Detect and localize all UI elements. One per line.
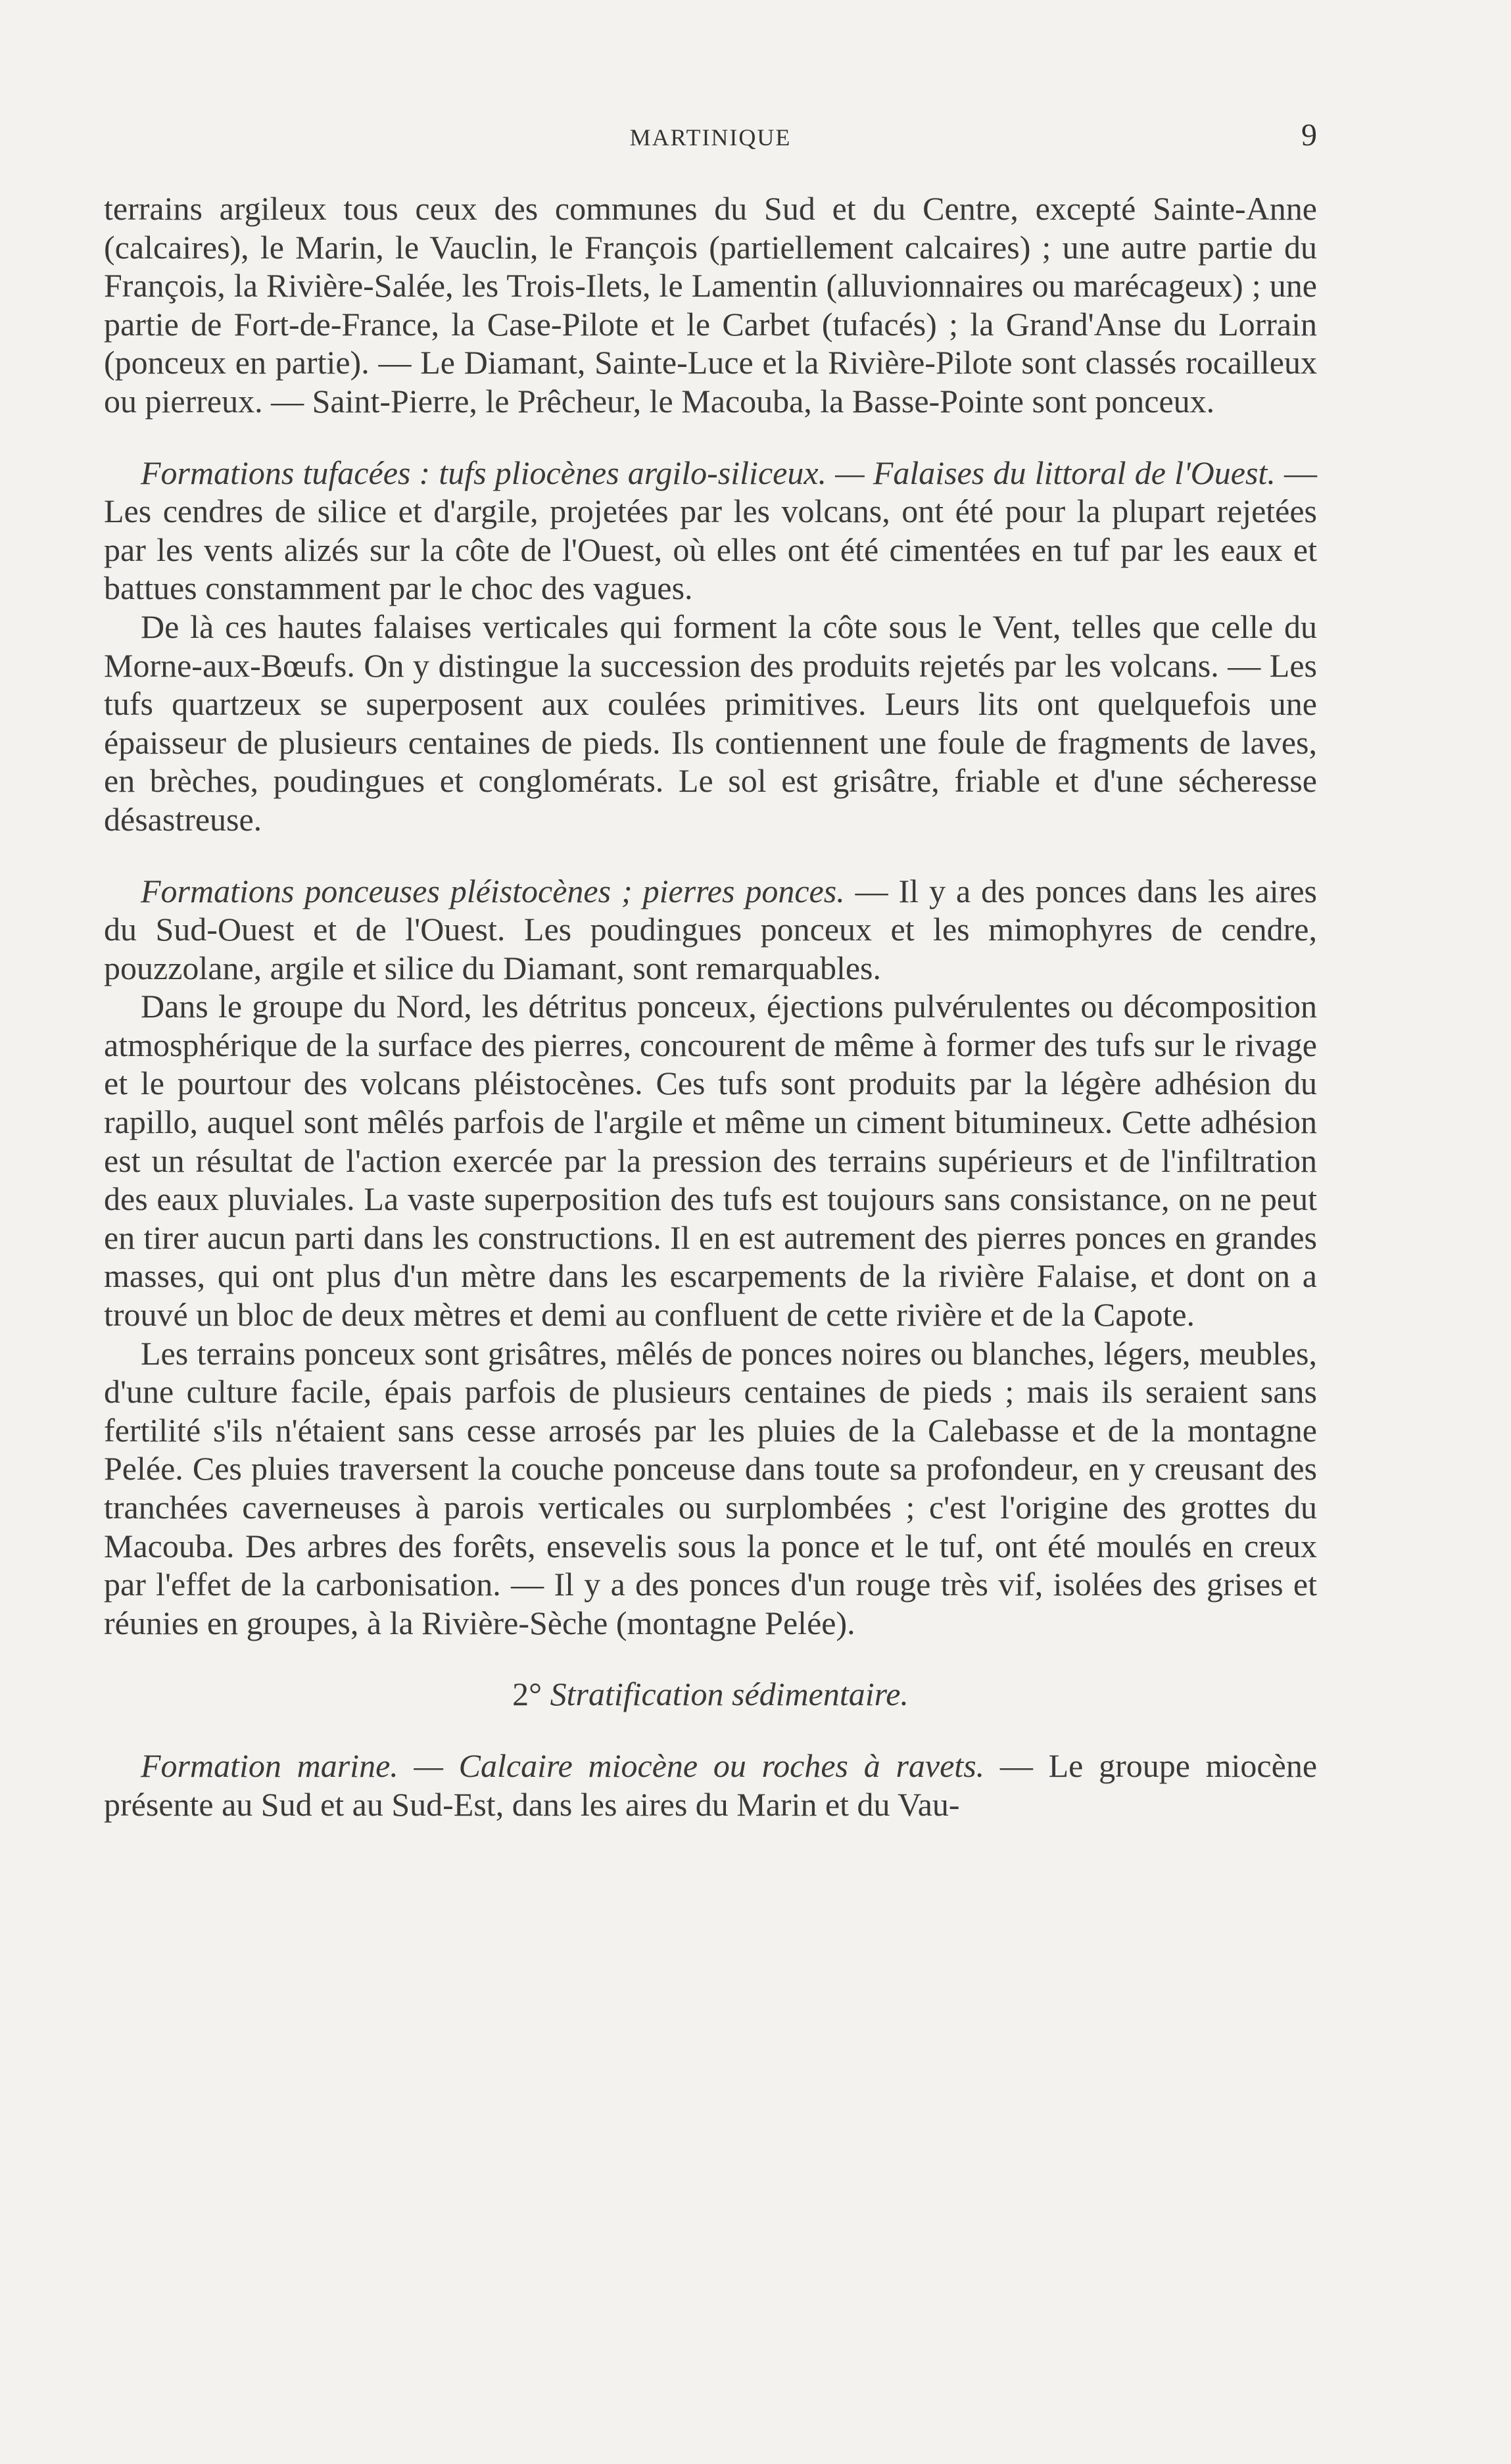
body-text: [104, 189, 1317, 1824]
paragraph-text: terrains argileux tous ceux des communes du Sud et du Centre, excepté Sainte-Anne (calcaires), le Marin, le Vauclin, le François (partiellement calcaires) ; une autre partie du François, la Rivière-Salée, les Trois-Ilets, le Lamentin (alluvionnaires ou marécageux) ; une partie de Fort-de-France, la Case-Pilote et le Carbet (tufacés) ; la Grand'Anse du Lorrain (ponceux en partie). — Le Diamant, Sainte-Luce et la Rivière-Pilote sont classés rocailleux ou pierreux. — Saint-Pierre, le Prêcheur, le Macouba, la Basse-Pointe sont ponceux.: [104, 190, 1317, 420]
paragraph-heading: Formations ponceuses pléistocènes ; pierres ponces.: [141, 872, 845, 909]
section-title-text: Stratification sédimentaire.: [550, 1676, 909, 1713]
paragraph-text: Dans le groupe du Nord, les détritus ponceux, éjections pulvérulentes ou décomposition atmosphérique de la surface des pierres, concourent de même à former des tufs sur le rivage et le pourtour des volcans pléistocènes. Ces tufs sont produits par la légère adhésion du rapillo, auquel sont mêlés parfois de l'argile et même un ciment bitumineux. Cette adhésion est un résultat de l'action exercée par la pression des terrains supérieurs et de l'infiltration des eaux pluviales. La vaste superposition des tufs est toujours sans consistance, on ne peut en tirer aucun parti dans les constructions. Il en est autrement des pierres ponces en grandes masses, qui ont plus d'un mètre dans les escarpements de la rivière Falaise, et dont on a trouvé un bloc de deux mètres et demi au confluent de cette rivière et de la Capote.: [104, 988, 1317, 1334]
paragraph-marine-formation: [104, 1747, 1317, 1824]
paragraph-soil-classification: [104, 189, 1317, 421]
paragraph-tufaceous-formations: [104, 454, 1317, 608]
paragraph-text: De là ces hautes falaises verticales qui forment la côte sous le Vent, telles que celle du Morne-aux-Bœufs. On y distingue la succession des produits rejetés par les volcans. — Les tufs quartzeux se superposent aux coulées primitives. Leurs lits ont quelquefois une épaisseur de plusieurs centaines de pieds. Ils contiennent une foule de fragments de laves, en brèches, poudingues et conglomérats. Le sol est grisâtre, friable et d'une sécheresse désastreuse.: [104, 608, 1317, 838]
paragraph-pumice-soils: [104, 1334, 1317, 1643]
running-header: [104, 117, 1317, 157]
paragraph-text: — Les cendres de silice et d'argile, projetées par les volcans, ont été pour la plupart rejetées par les vents alizés sur la côte de l'Ouest, où elles ont été cimentées en tuf par les eaux et battues constamment par le choc des vagues.: [104, 454, 1318, 607]
paragraph-heading: Formations tufacées : tufs pliocènes argilo-siliceux. — Falaises du littoral de l'Ouest.: [141, 454, 1276, 491]
paragraph-heading: Formation marine. — Calcaire miocène ou roches à ravets.: [141, 1747, 985, 1784]
paragraph-text: — Le groupe miocène présente au Sud et au Sud-Est, dans les aires du Marin et du Vau-: [104, 1747, 1318, 1823]
running-title: MARTINIQUE: [629, 124, 792, 151]
paragraph-west-cliffs: [104, 608, 1317, 839]
section-number: 2°: [512, 1676, 542, 1713]
section-title: [104, 1675, 1317, 1714]
page-number: 9: [1301, 118, 1317, 153]
paragraph-pumice-formations: [104, 872, 1317, 988]
paragraph-northern-group: [104, 987, 1317, 1334]
paragraph-text: — Il y a des ponces dans les aires du Sud-Ouest et de l'Ouest. Les poudingues ponceux et les mimophyres de cendre, pouzzolane, argile et silice du Diamant, sont remarquables.: [104, 872, 1317, 986]
paragraph-text: Les terrains ponceux sont grisâtres, mêlés de ponces noires ou blanches, légers, meubles, d'une culture facile, épais parfois de plusieurs centaines de pieds ; mais ils seraient sans fertilité s'ils n'étaient sans cesse arrosés par les pluies de la Calebasse et de la montagne Pelée. Ces pluies traversent la couche ponceuse dans toute sa profondeur, en y creusant des tranchées caverneuses à parois verticales ou surplombées ; c'est l'origine des grottes du Macouba. Des arbres des forêts, ensevelis sous la ponce et le tuf, ont été moulés en creux par l'effet de la carbonisation. — Il y a des ponces d'un rouge très vif, isolées des grises et réunies en groupes, à la Rivière-Sèche (montagne Pelée).: [104, 1334, 1317, 1641]
